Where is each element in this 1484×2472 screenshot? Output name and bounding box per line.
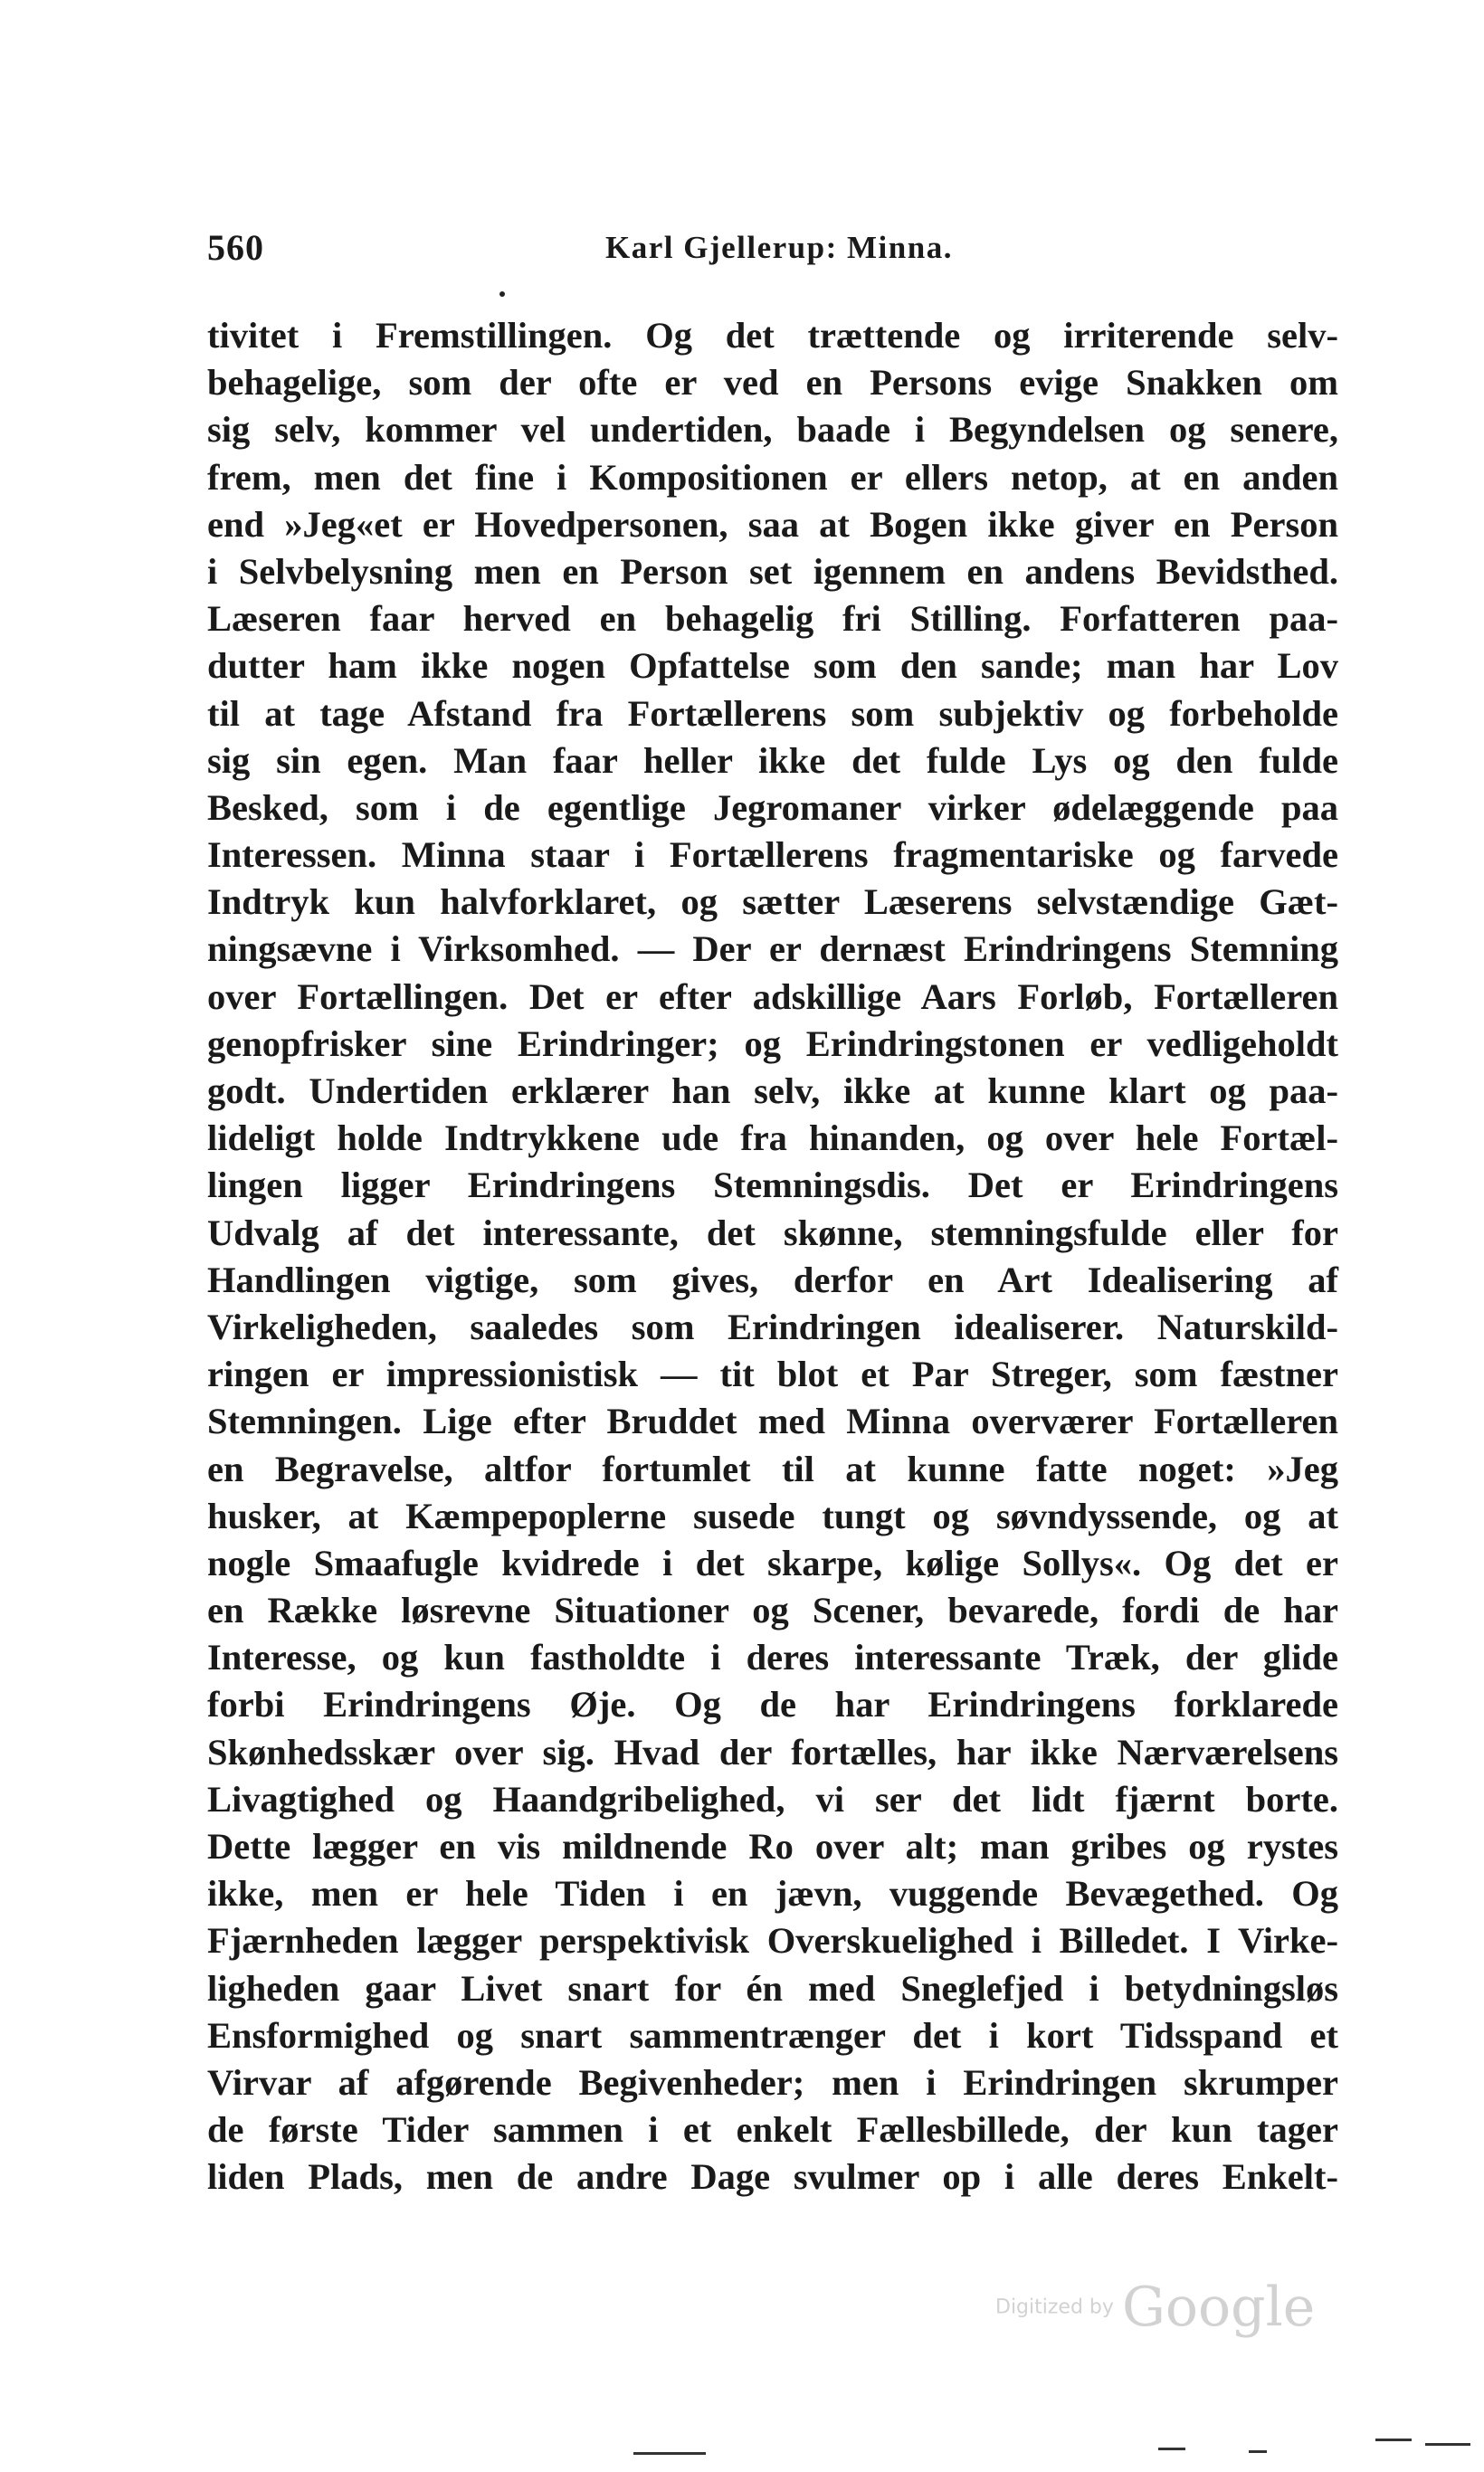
scan-speck [499, 291, 505, 297]
text-line: Livagtighed og Haandgribelighed, vi ser det lidt fjærnt borte. [207, 1778, 1338, 1820]
scan-mark [1249, 2450, 1267, 2453]
text-line: sig selv, kommer vel undertiden, baade i Begyndelsen og senere, [207, 409, 1338, 451]
text-line: de første Tider sammen i et enkelt Fællesbillede, der kun tager [207, 2109, 1338, 2151]
text-line: Fjærnheden lægger perspektivisk Overskuelighed i Billedet. I Virke- [207, 1920, 1338, 1962]
scan-mark [1158, 2448, 1185, 2450]
text-line: ningsævne i Virksomhed. — Der er dernæst Erindringens Stemning [207, 928, 1338, 970]
text-line: Læseren faar herved en behagelig fri Stilling. Forfatteren paa- [207, 598, 1338, 640]
text-line: end »Jeg«et er Hovedpersonen, saa at Bogen ikke giver en Person [207, 503, 1338, 545]
text-line: Indtryk kun halvforklaret, og sætter Læserens selvstændige Gæt- [207, 881, 1338, 923]
text-line: Dette lægger en vis mildnende Ro over alt; man gribes og rystes [207, 1826, 1338, 1867]
text-line: Handlingen vigtige, som gives, derfor en Art Idealisering af [207, 1259, 1338, 1300]
text-line: lingen ligger Erindringens Stemningsdis. Det er Erindringens [207, 1165, 1338, 1206]
text-line: liden Plads, men de andre Dage svulmer op i alle deres Enkelt- [207, 2156, 1338, 2198]
text-line: frem, men det fine i Kompositionen er ellers netop, at en anden [207, 456, 1338, 498]
scan-mark [633, 2452, 706, 2455]
text-line: genopfrisker sine Erindringer; og Erindringstonen er vedligeholdt [207, 1022, 1338, 1064]
digitized-by-google-watermark [995, 2276, 1315, 2339]
text-line: lideligt holde Indtrykkene ude fra hinanden, og over hele Fortæl- [207, 1117, 1338, 1159]
text-line: ringen er impressionistisk — tit blot et Par Streger, som fæstner [207, 1354, 1338, 1395]
text-line: godt. Undertiden erklærer han selv, ikke at kunne klart og paa- [207, 1070, 1338, 1111]
text-line: ikke, men er hele Tiden i en jævn, vuggende Bevægethed. Og [207, 1873, 1338, 1915]
text-line: Virvar af afgørende Begivenheder; men i Erindringen skrumper [207, 2061, 1338, 2103]
body-text [207, 312, 1338, 2201]
google-logo: Google [1122, 2276, 1316, 2339]
text-line: Virkeligheden, saaledes som Erindringen idealiserer. Naturskild- [207, 1306, 1338, 1347]
text-line: nogle Smaafugle kvidrede i det skarpe, kølige Sollys«. Og det er [207, 1542, 1338, 1583]
text-line: en Række løsrevne Situationer og Scener, bevarede, fordi de har [207, 1590, 1338, 1631]
text-line: sig sin egen. Man faar heller ikke det fulde Lys og den fulde [207, 739, 1338, 781]
text-line: dutter ham ikke nogen Opfattelse som den sande; man har Lov [207, 645, 1338, 687]
text-line: til at tage Afstand fra Fortællerens som subjektiv og forbeholde [207, 692, 1338, 734]
page-number: 560 [207, 227, 264, 268]
text-line: Udvalg af det interessante, det skønne, stemningsfulde eller for [207, 1212, 1338, 1253]
text-line: ligheden gaar Livet snart for én med Sneglefjed i betydningsløs [207, 1967, 1338, 2009]
text-line: Stemningen. Lige efter Bruddet med Minna overværer Fortælleren [207, 1401, 1338, 1442]
text-line: Interessen. Minna staar i Fortællerens fragmentariske og farvede [207, 834, 1338, 876]
text-line: Ensformighed og snart sammentrænger det i kort Tidsspand et [207, 2014, 1338, 2056]
scan-mark [1375, 2439, 1412, 2441]
page-header [207, 226, 1338, 280]
text-line: en Begravelse, altfor fortumlet til at kunne fatte noget: »Jeg [207, 1448, 1338, 1489]
text-line: i Selvbelysning men en Person set igennem en andens Bevidsthed. [207, 550, 1338, 592]
watermark-prefix: Digitized by [995, 2296, 1114, 2319]
text-line: Skønhedsskær over sig. Hvad der fortælles, har ikke Nærværelsens [207, 1731, 1338, 1773]
text-line: tivitet i Fremstillingen. Og det trættende og irriterende selv- [207, 315, 1338, 356]
text-line: Besked, som i de egentlige Jegromaner virker ødelæggende paa [207, 786, 1338, 828]
text-line: Interesse, og kun fastholdte i deres interessante Træk, der glide [207, 1637, 1338, 1678]
text-line: behagelige, som der ofte er ved en Persons evige Snakken om [207, 362, 1338, 404]
running-title: Karl Gjellerup: Minna. [605, 230, 953, 265]
text-line: forbi Erindringens Øje. Og de har Erindringens forklarede [207, 1684, 1338, 1726]
text-line: husker, at Kæmpepoplerne susede tungt og søvndyssende, og at [207, 1495, 1338, 1536]
scan-mark [1425, 2443, 1470, 2446]
text-line: over Fortællingen. Det er efter adskillige Aars Forløb, Fortælleren [207, 975, 1338, 1017]
